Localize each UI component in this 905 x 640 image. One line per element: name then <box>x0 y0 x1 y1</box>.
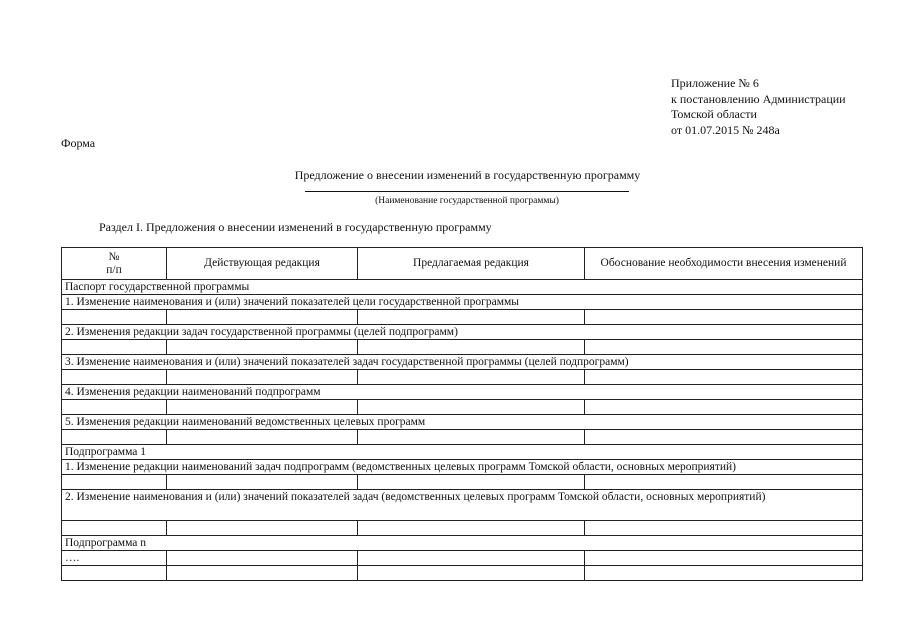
blank-cell[interactable] <box>358 566 585 581</box>
item-5-label: 5. Изменения редакции наименований ведомственных целевых программ <box>62 415 863 430</box>
blank-cell[interactable] <box>167 370 358 385</box>
blank-cell[interactable] <box>585 310 863 325</box>
item-1-label: 1. Изменение наименования и (или) значений показателей цели государственной программы <box>62 295 863 310</box>
blank-row <box>62 521 863 536</box>
header-justification: Обоснование необходимости внесения изменений <box>585 248 863 280</box>
blank-row <box>62 340 863 355</box>
header-current-edition: Действующая редакция <box>167 248 358 280</box>
blank-cell[interactable] <box>62 400 167 415</box>
item-row <box>62 325 863 340</box>
blank-cell[interactable] <box>585 475 863 490</box>
blank-cell[interactable] <box>62 340 167 355</box>
blank-cell[interactable] <box>358 430 585 445</box>
ellipsis-row <box>62 551 863 566</box>
form-label: Форма <box>61 136 96 150</box>
subprogram-n-label: Подпрограмма n <box>62 536 863 551</box>
blank-cell[interactable] <box>167 475 358 490</box>
blank-cell[interactable] <box>167 551 358 566</box>
blank-row <box>62 370 863 385</box>
blank-cell[interactable] <box>358 475 585 490</box>
item-row <box>62 355 863 370</box>
blank-cell[interactable] <box>167 430 358 445</box>
table-header-row <box>62 248 863 280</box>
blank-cell[interactable] <box>358 340 585 355</box>
blank-cell[interactable] <box>585 566 863 581</box>
blank-cell[interactable] <box>358 310 585 325</box>
blank-cell[interactable] <box>62 430 167 445</box>
annex-line-1: Приложение № 6 <box>671 76 759 90</box>
header-number-pp: п/п <box>106 263 122 276</box>
blank-cell[interactable] <box>585 521 863 536</box>
section-title: Раздел I. Предложения о внесении изменений в государственную программу <box>99 220 492 234</box>
blank-cell[interactable] <box>167 521 358 536</box>
blank-cell[interactable] <box>167 566 358 581</box>
item-3-label: 3. Изменение наименования и (или) значений показателей задач государственной программы (целей подпрограмм) <box>62 355 863 370</box>
blank-row <box>62 310 863 325</box>
header-number <box>62 248 167 280</box>
blank-cell[interactable] <box>358 521 585 536</box>
blank-cell[interactable] <box>358 551 585 566</box>
subprogram-1-label: Подпрограмма 1 <box>62 445 863 460</box>
item-4-label: 4. Изменения редакции наименований подпрограмм <box>62 385 863 400</box>
blank-row <box>62 566 863 581</box>
header-proposed-edition: Предлагаемая редакция <box>358 248 585 280</box>
document-title: Предложение о внесении изменений в государственную программу <box>294 168 641 182</box>
blank-cell[interactable] <box>167 340 358 355</box>
blank-row <box>62 400 863 415</box>
ellipsis-cell: …. <box>62 551 167 566</box>
annex-block <box>671 76 846 138</box>
program-name-line <box>305 191 629 192</box>
blank-cell[interactable] <box>62 475 167 490</box>
sub-item-row <box>62 460 863 475</box>
header-number-sign: № <box>108 250 120 263</box>
blank-cell[interactable] <box>585 340 863 355</box>
subprogram-n-row <box>62 536 863 551</box>
annex-line-3: Томской области <box>671 107 757 121</box>
blank-cell[interactable] <box>167 400 358 415</box>
annex-line-4: от 01.07.2015 № 248а <box>671 122 780 137</box>
blank-cell[interactable] <box>585 430 863 445</box>
blank-cell[interactable] <box>62 370 167 385</box>
item-row <box>62 385 863 400</box>
blank-cell[interactable] <box>585 551 863 566</box>
passport-row <box>62 280 863 295</box>
blank-cell[interactable] <box>167 310 358 325</box>
blank-cell[interactable] <box>62 310 167 325</box>
blank-row <box>62 430 863 445</box>
blank-cell[interactable] <box>585 400 863 415</box>
blank-cell[interactable] <box>358 370 585 385</box>
blank-cell[interactable] <box>358 400 585 415</box>
blank-cell[interactable] <box>62 566 167 581</box>
annex-line-2: к постановлению Администрации <box>671 91 846 106</box>
blank-cell[interactable] <box>585 370 863 385</box>
blank-row <box>62 475 863 490</box>
program-name-caption: (Наименование государственной программы) <box>375 196 559 206</box>
sub-item-1-label: 1. Изменение редакции наименований задач подпрограмм (ведомственных целевых программ Томской области, основных мероприятий) <box>62 460 863 475</box>
blank-cell[interactable] <box>62 521 167 536</box>
passport-label: Паспорт государственной программы <box>62 280 863 295</box>
item-row <box>62 295 863 310</box>
sub-item-2-label: 2. Изменение наименования и (или) значений показателей задач (ведомственных целевых программ Томской области, основных мероприятий) <box>62 490 863 521</box>
item-row <box>62 415 863 430</box>
item-2-label: 2. Изменения редакции задач государственной программы (целей подпрограмм) <box>62 325 863 340</box>
proposals-table <box>61 247 863 581</box>
subprogram-1-row <box>62 445 863 460</box>
sub-item-row <box>62 490 863 521</box>
